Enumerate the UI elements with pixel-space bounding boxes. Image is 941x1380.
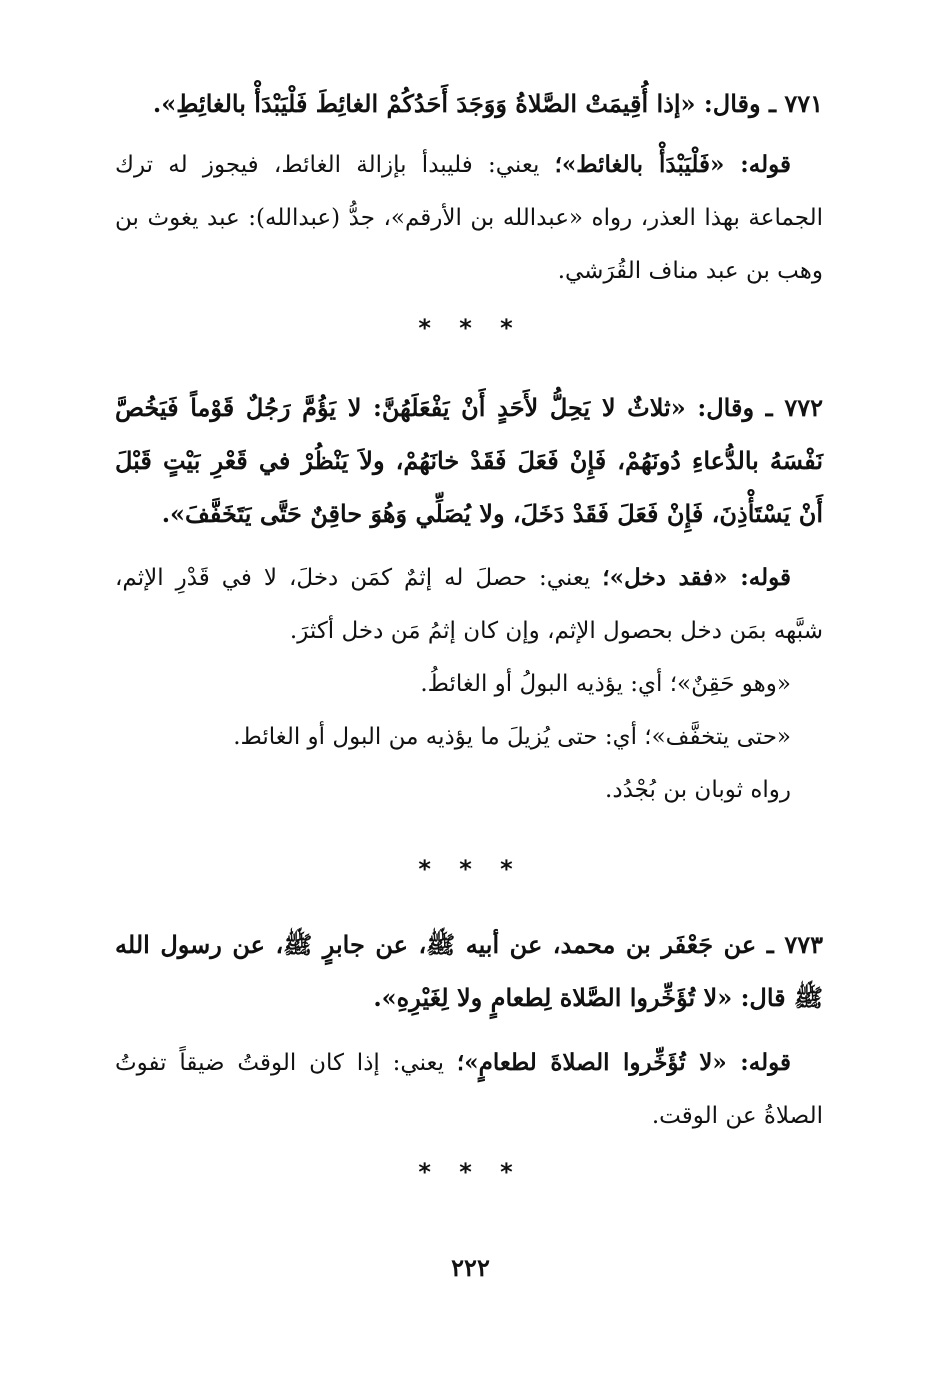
commentary-772-narrator: رواه ثوبان بن بُجْدُد. [605, 777, 791, 803]
commentary-773-lead: قوله: «لا تُؤَخِّروا الصلاةَ لطعامٍ»؛ [456, 1049, 791, 1076]
commentary-771-text [115, 138, 823, 298]
separator-3: * * * [418, 1158, 523, 1186]
commentary-772 [115, 551, 823, 817]
commentary-772-gloss-1: «وهو حَقِنٌ»؛ أي: يؤذيه البولُ أو الغائطُ. [420, 671, 791, 697]
commentary-773 [115, 1036, 823, 1143]
hadith-773 [115, 918, 823, 1024]
hadith-771-text: ٧٧١ ـ وقال: «إذا أُقِيمَتْ الصَّلاةُ وَوَجَدَ أَحَدُكُمْ الغائِطَ فَلْيَبْدَأْ بالغائِطِ». [152, 89, 823, 118]
hadith-773-text: ٧٧٣ ـ عن جَعْفَر بن محمد، عن أبيه ﷺ، عن جابرٍ ﷺ، عن رسول الله ﷺ قال: «لا تُؤَخِّروا الصَّلاة لِطعامٍ ولا لِغَيْرِهِ». [115, 930, 823, 1012]
hadith-772 [115, 381, 823, 540]
commentary-771 [115, 138, 823, 298]
commentary-772-text [115, 551, 823, 658]
commentary-772-lead: قوله: «فقد دخل»؛ [602, 564, 791, 591]
page-number: ٢٢٢ [451, 1253, 490, 1282]
commentary-773-body: يعني: إذا كان الوقتُ ضيقاً تفوتُ الصلاةُ عن الوقت. [115, 1050, 823, 1129]
commentary-772-gloss-2: «حتى يتخفَّف»؛ أي: حتى يُزيلَ ما يؤذيه من البول أو الغائط. [233, 724, 791, 750]
commentary-773-text [115, 1036, 823, 1143]
commentary-771-lead: قوله: «فَلْيَبْدَأْ بالغائط»؛ [554, 151, 791, 178]
hadith-772-text: ٧٧٢ ـ وقال: «ثلاثٌ لا يَحِلُّ لأَحَدٍ أَنْ يَفْعَلَهُنَّ: لا يَؤُمَّ رَجُلٌ قَوْماً فَيَخُصَّ نَفْسَهُ بالدُّعاءِ دُونَهُمْ، فَإِنْ فَعَلَ فَقَدْ خانَهُمْ، ولاَ يَنْظُرْ في قَعْرِ بَيْتٍ قَبْلَ أَنْ يَسْتَأْذِنَ، فَإِنْ فَعَلَ فَقَدْ دَخَلَ، ولا يُصَلِّي وَهُوَ حاقِنٌ حَتَّى يَتَخَفَّفَ». [115, 393, 823, 528]
commentary-771-body: يعني: فليبدأ بإزالة الغائط، فيجوز له ترك الجماعة بهذا العذر، رواه «عبدالله بن الأرقم»، جدُّ (عبدالله): عبد يغوث بن وهب بن عبد مناف القُرَشي. [115, 152, 823, 284]
separator-1: * * * [418, 314, 523, 342]
separator-2: * * * [418, 855, 523, 883]
hadith-771 [115, 77, 823, 130]
commentary-772-body: يعني: حصلَ له إثمٌ كمَن دخلَ، لا في قَدْرِ الإثم، شبَّهه بمَن دخل بحصول الإثم، وإن كان إثمُ مَن دخل أكثرَ. [115, 565, 823, 644]
